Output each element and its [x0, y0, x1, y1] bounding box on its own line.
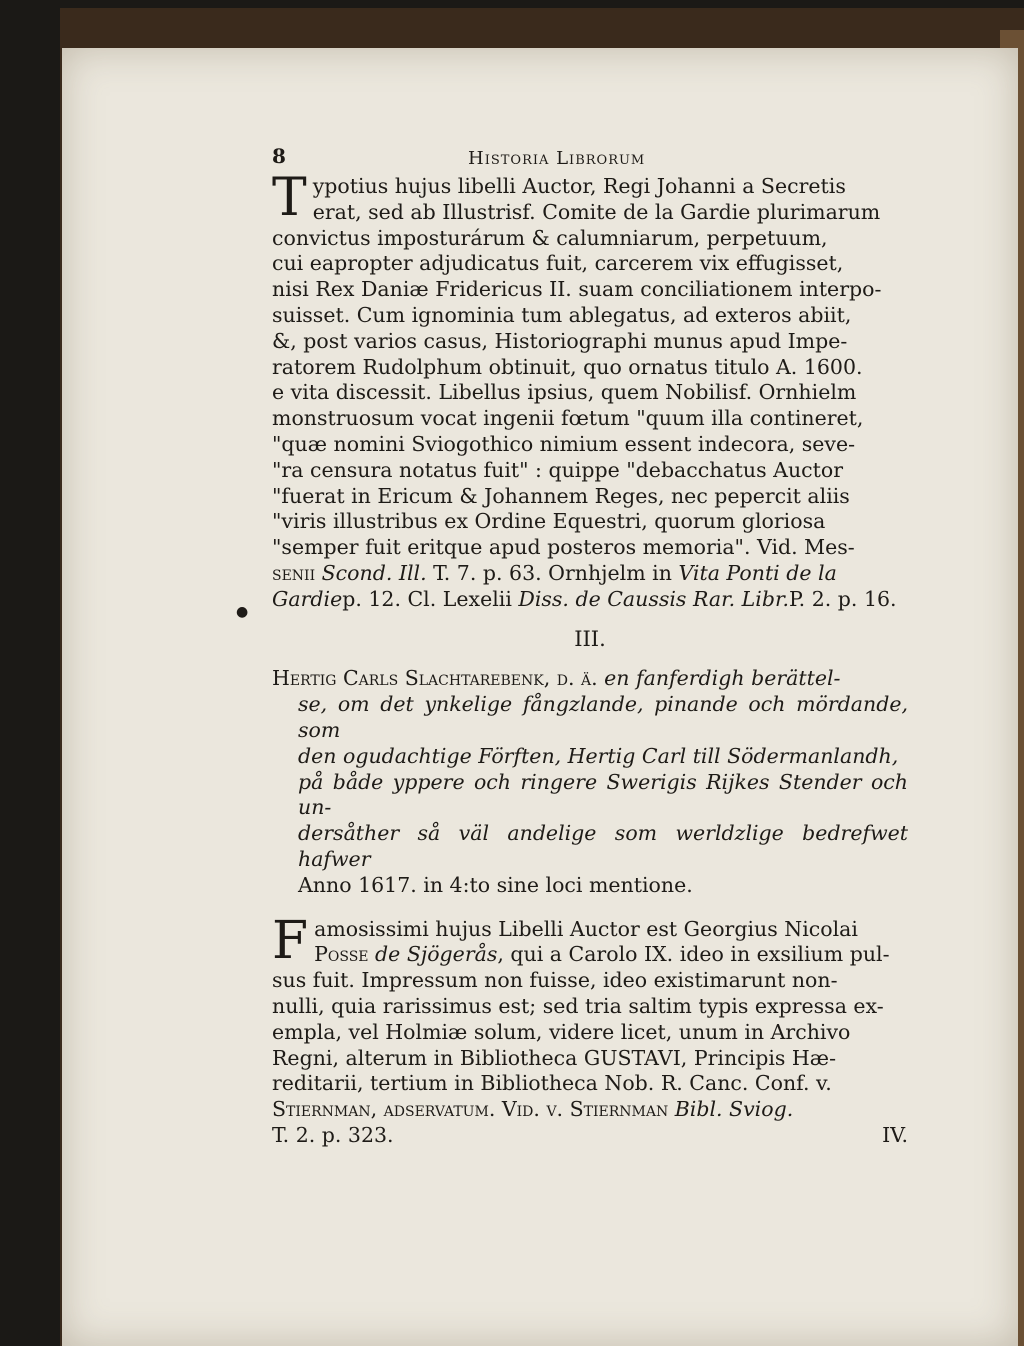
text-line: sus fuit. Impressum non fuisse, ideo existimarunt non-	[272, 968, 838, 993]
work-title: Vita Ponti de la	[678, 560, 837, 585]
citation-text: p. 12. Cl. Lexelii	[342, 586, 519, 611]
running-title: Historia Librorum	[468, 148, 646, 169]
text-line: "semper fuit eritque apud posteros memoria". Vid. Mes-	[272, 535, 855, 560]
author-name: senii	[272, 560, 322, 585]
title-italic: en fanferdigh berättel-	[604, 666, 841, 691]
last-line	[272, 1123, 908, 1149]
text-line: nisi Rex Daniæ Fridericus II. suam conciliationem interpo-	[272, 277, 882, 302]
margin-mark-icon: ●	[236, 604, 249, 620]
work-title: Gardie	[272, 586, 343, 611]
text-line: convictus imposturárum & calumniarum, perpetuum,	[272, 225, 828, 250]
text-line: amosissimi hujus Libelli Auctor est Georgius Nicolai	[314, 916, 858, 941]
text-line: cui eapropter adjudicatus fuit, carcerem vix effugisset,	[272, 251, 844, 276]
title-line: på både yppere och ringere Swerigis Rijkes Stender och un-	[298, 769, 908, 820]
drop-cap-f: F	[272, 910, 309, 971]
text-line: ratorem Rudolphum obtinuit, quo ornatus titulo A. 1600.	[272, 354, 863, 379]
catchword: IV.	[882, 1122, 908, 1147]
drop-cap-t: T	[272, 168, 307, 228]
title-line: Anno 1617. in 4:to sine loci mentione.	[298, 872, 693, 897]
citation-text: T. 7. p. 63. Ornhjelm in	[426, 560, 679, 585]
page-text	[272, 140, 908, 1149]
paragraph-typotius	[272, 168, 908, 613]
text-line: reditarii, tertium in Bibliotheca Nob. R. Canc. Conf. v.	[272, 1071, 832, 1096]
title-line: dersåther så väl andelige som werldzlige bedrefwet hafwer	[298, 821, 908, 871]
work-title: Diss. de Caussis Rar. Libr.	[518, 586, 790, 611]
place-name: de Sjögerås	[375, 942, 498, 967]
text-line: nulli, quia rarissimus est; sed tria saltim typis expressa ex-	[272, 993, 884, 1018]
book-entry-title	[272, 666, 908, 898]
citation-text: P. 2. p. 16.	[789, 586, 897, 611]
text-line	[272, 942, 908, 968]
text-line: empla, vel Holmiæ solum, videre licet, unum in Archivo	[272, 1019, 851, 1044]
text-line: Regni, alterum in Bibliotheca GUSTAVI, Principis Hæ-	[272, 1045, 837, 1070]
text-run: , qui a Carolo IX. ideo in exsilium pul-	[497, 942, 890, 967]
text-line: &, post varios casus, Historiographi munus apud Impe-	[272, 328, 848, 353]
text-line: monstruosum vocat ingenii fœtum "quum illa contineret,	[272, 406, 864, 431]
text-line: "quæ nomini Sviogothico nimium essent indecora, seve-	[272, 431, 856, 456]
text-line: erat, sed ab Illustrisf. Comite de la Gardie plurimarum	[312, 199, 881, 224]
title-caps: Hertig Carls Slachtarebenk, d. ä.	[272, 666, 605, 691]
paragraph-famosissimi	[272, 910, 908, 1149]
work-title: Scond. Ill.	[321, 560, 427, 585]
text-line: "viris illustribus ex Ordine Equestri, quorum gloriosa	[272, 509, 826, 534]
text-line: suisset. Cum ignominia tum ablegatus, ad exteros abiit,	[272, 302, 852, 327]
text-line: e vita discessit. Libellus ipsius, quem Nobilisf. Ornhielm	[272, 380, 857, 405]
text-line	[272, 1097, 908, 1123]
section-number: III.	[574, 626, 606, 651]
citation-line	[272, 587, 908, 613]
author-name: Posse	[314, 942, 376, 967]
page-number: 8	[272, 144, 286, 168]
text-line: "fuerat in Ericum & Johannem Reges, nec pepercit aliis	[272, 483, 850, 508]
page-header	[272, 140, 908, 174]
title-line	[272, 666, 908, 692]
spacer	[272, 899, 908, 917]
citation-text: T. 2. p. 323.	[272, 1122, 394, 1147]
title-line: den ogudachtige Förften, Hertig Carl till Södermanlandh,	[298, 743, 899, 768]
title-line: se, om det ynkelige fångzlande, pinande och mördande, som	[298, 692, 908, 742]
author-name: Stiernman, adservatum. Vid. v. Stiernman	[272, 1097, 675, 1122]
text-line: "ra censura notatus fuit" : quippe "debacchatus Auctor	[272, 457, 844, 482]
text-line: ypotius hujus libelli Auctor, Regi Johanni a Secretis	[312, 174, 846, 198]
work-title: Bibl. Sviog.	[674, 1097, 794, 1122]
citation-line	[272, 561, 908, 587]
